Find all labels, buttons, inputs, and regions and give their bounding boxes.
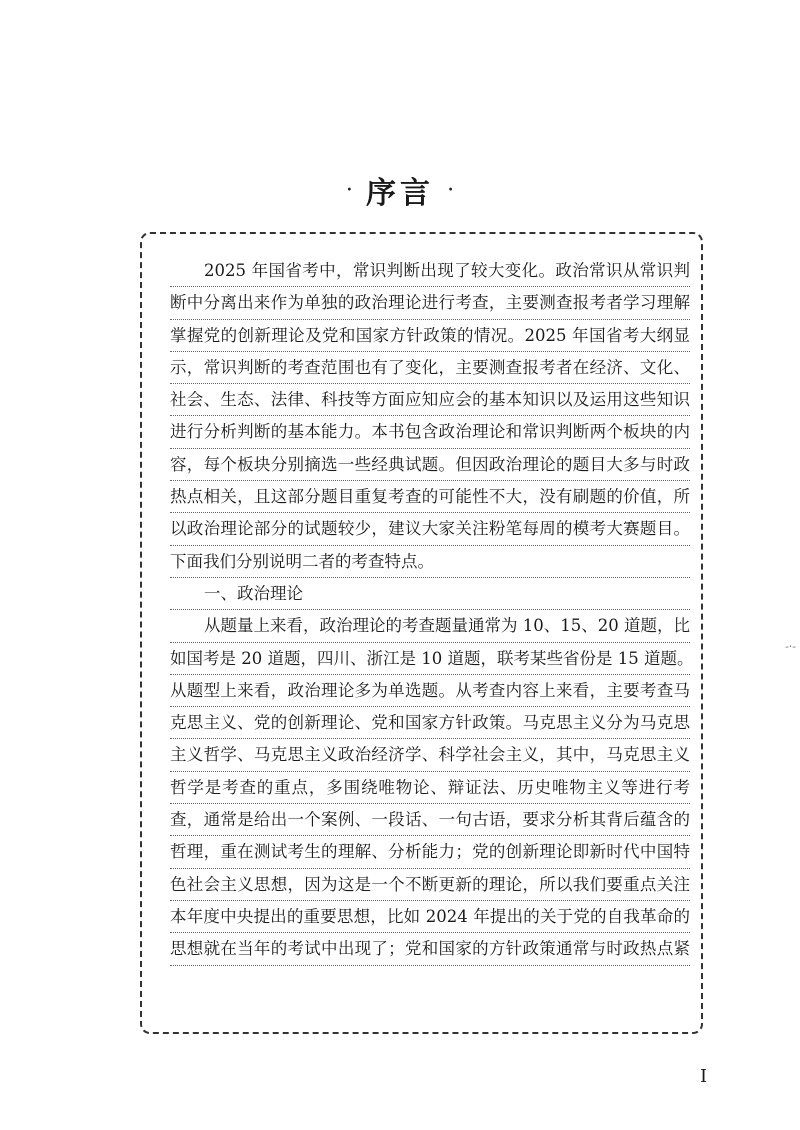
text-line: 本年度中央提出的重要思想，比如 2024 年提出的关于党的自我革命的 bbox=[170, 901, 690, 933]
section-heading: 一、政治理论 bbox=[170, 578, 690, 610]
text-line: 哲理，重在测试考生的理解、分析能力；党的创新理论即新时代中国特 bbox=[170, 836, 690, 868]
text-line: 社会、生态、法律、科技等方面应知应会的基本知识以及运用这些知识 bbox=[170, 384, 690, 416]
text-line: 从题型上来看，政治理论多为单选题。从考查内容上来看，主要考查马 bbox=[170, 675, 690, 707]
text-line: 思想就在当年的考试中出现了；党和国家的方针政策通常与时政热点紧 bbox=[170, 933, 690, 965]
text-line: 示，常识判断的考查范围也有了变化，主要测查报考者在经济、文化、 bbox=[170, 352, 690, 384]
text-line: 主义哲学、马克思主义政治经济学、科学社会主义，其中，马克思主义 bbox=[170, 739, 690, 771]
title-dot-left: · bbox=[345, 177, 353, 203]
text-line: 下面我们分别说明二者的考查特点。 bbox=[170, 546, 690, 578]
text-line: 色社会主义思想，因为这是一个不断更新的理论，所以我们要重点关注 bbox=[170, 869, 690, 901]
title-block bbox=[0, 168, 800, 212]
text-line: 以政治理论部分的试题较少，建议大家关注粉笔每周的模考大赛题目。 bbox=[170, 513, 690, 545]
title-dot-right: · bbox=[447, 177, 455, 203]
text-line: 2025 年国省考中，常识判断出现了较大变化。政治常识从常识判 bbox=[170, 255, 690, 287]
text-line: 如国考是 20 道题，四川、浙江是 10 道题，联考某些省份是 15 道题。 bbox=[170, 643, 690, 675]
text-line: 进行分析判断的基本能力。本书包含政治理论和常识判断两个板块的内 bbox=[170, 416, 690, 448]
text-line: 断中分离出来作为单独的政治理论进行考查，主要测查报考者学习理解 bbox=[170, 287, 690, 319]
scan-edge-mark: -·- bbox=[785, 640, 796, 653]
text-line: 查，通常是给出一个案例、一段话、一句古语，要求分析其背后蕴含的 bbox=[170, 804, 690, 836]
page-title: 序言 bbox=[366, 176, 434, 211]
text-line: 热点相关，且这部分题目重复考查的可能性不大，没有刷题的价值，所 bbox=[170, 481, 690, 513]
text-line: 克思主义、党的创新理论、党和国家方针政策。马克思主义分为马克思 bbox=[170, 707, 690, 739]
text-line: 从题量上来看，政治理论的考查题量通常为 10、15、20 道题，比 bbox=[170, 610, 690, 642]
text-line: 掌握党的创新理论及党和国家方针政策的情况。2025 年国省考大纲显 bbox=[170, 320, 690, 352]
text-line: 容，每个板块分别摘选一些经典试题。但因政治理论的题目大多与时政 bbox=[170, 449, 690, 481]
preface-body bbox=[170, 255, 694, 966]
page-number: I bbox=[700, 1066, 708, 1087]
text-line: 哲学是考查的重点，多围绕唯物论、辩证法、历史唯物主义等进行考 bbox=[170, 772, 690, 804]
